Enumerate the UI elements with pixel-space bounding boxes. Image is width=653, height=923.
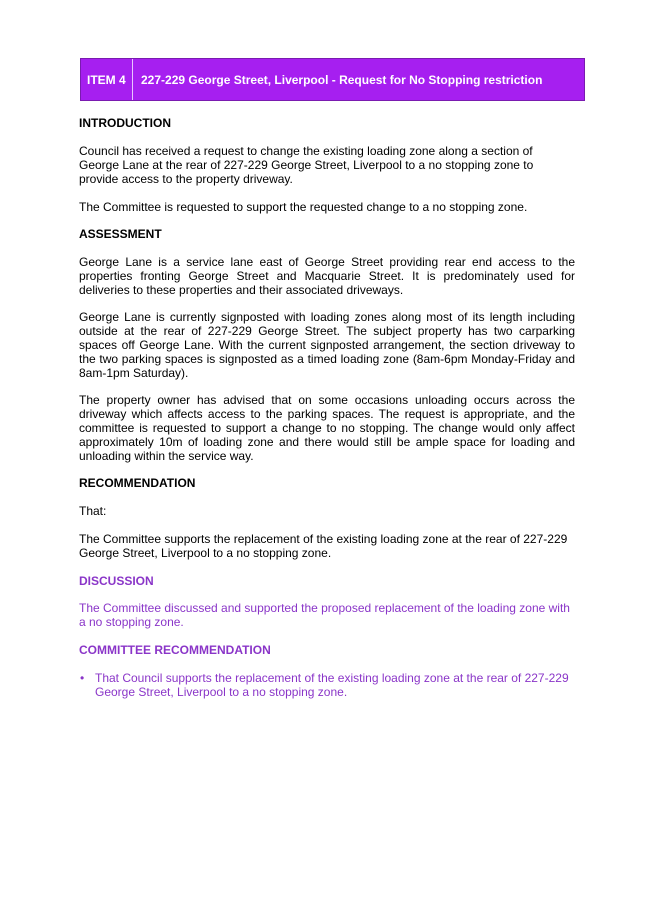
assessment-paragraph-2: George Lane is currently signposted with loading zones along most of its length including outside at the rear of 227-229 George Street. The subject property has two carparking spaces off George Lane. With the current signposted arrangement, the section driveway to the two parking spaces is signposted as a timed loading zone (8am-6pm Monday-Friday and 8am-1pm Saturday). — [79, 310, 575, 380]
introduction-paragraph-1: Council has received a request to change the existing loading zone along a section of George Lane at the rear of 227-229 George Street, Liverpool to a no stopping zone to provide access to the property driveway. — [79, 144, 534, 186]
bullet-icon: • — [80, 671, 85, 685]
assessment-heading: ASSESSMENT — [79, 227, 162, 241]
committee-recommendation-list — [79, 671, 579, 699]
item-title: 227-229 George Street, Liverpool - Request for No Stopping restriction — [141, 72, 543, 87]
discussion-heading: DISCUSSION — [79, 574, 154, 588]
committee-recommendation-heading: COMMITTEE RECOMMENDATION — [79, 643, 271, 657]
item-number: ITEM 4 — [81, 59, 133, 100]
list-item-text: That Council supports the replacement of the existing loading zone at the rear of 227-229 George Street, Liverpool to a no stopping zone. — [95, 671, 569, 699]
item-header — [80, 58, 585, 101]
introduction-paragraph-2: The Committee is requested to support the requested change to a no stopping zone. — [79, 200, 528, 214]
recommendation-heading: RECOMMENDATION — [79, 476, 196, 490]
list-item — [79, 671, 579, 699]
assessment-paragraph-3: The property owner has advised that on some occasions unloading occurs across the driveway which affects access to the parking spaces. The request is appropriate, and the committee is requested to support a change to no stopping. The change would only affect approximately 10m of loading zone and there would still be ample space for loading and unloading within the service way. — [79, 393, 575, 463]
recommendation-text: The Committee supports the replacement of the existing loading zone at the rear of 227-229 George Street, Liverpool to a no stopping zone. — [79, 532, 568, 560]
recommendation-that: That: — [79, 504, 107, 518]
discussion-text: The Committee discussed and supported the proposed replacement of the loading zone with a no stopping zone. — [79, 601, 570, 629]
introduction-heading: INTRODUCTION — [79, 116, 171, 130]
assessment-paragraph-1: George Lane is a service lane east of George Street providing rear end access to the properties fronting George Street and Macquarie Street. It is predominately used for deliveries to these properties and their associated driveways. — [79, 255, 575, 297]
